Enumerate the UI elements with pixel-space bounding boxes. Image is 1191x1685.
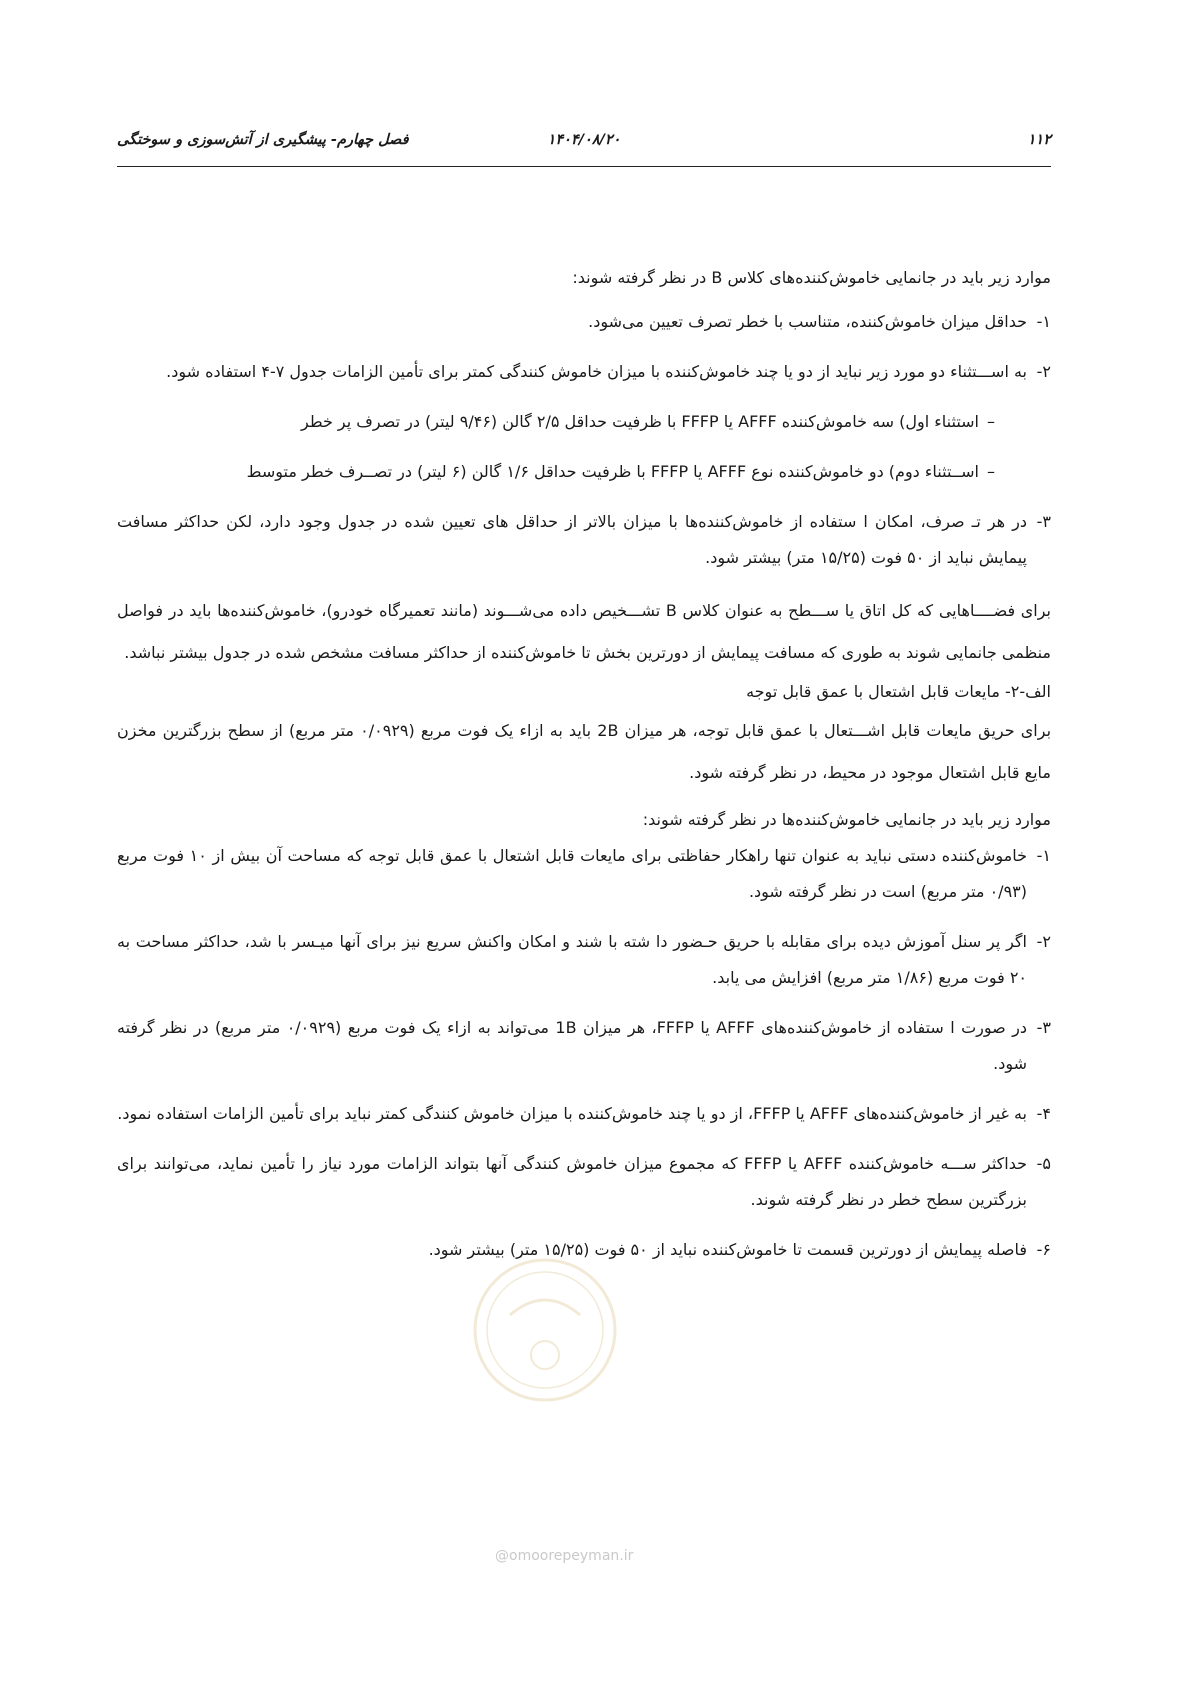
- list-text: خاموش‌کننده دستی نباید به عنوان تنها راهکار حفاظتی برای مایعات قابل اشتعال با عمق قابل توجه که مساحت آن بیش از ۱۰ فوت مربع (۰/۹۳ متر مربع) است در نظر گرفته شود.: [117, 846, 1027, 901]
- header-date: ۱۴۰۴/۰۸/۲۰: [547, 132, 621, 148]
- bullet-text: استثناء اول) سه خاموش‌کننده AFFF یا FFFP با ظرفیت حداقل ۲/۵ گالن (۹/۴۶ لیتر) در تصرف پر خطر: [300, 412, 979, 431]
- list-number: ۱-: [1036, 312, 1051, 331]
- list-number: ۶-: [1036, 1240, 1051, 1259]
- list-text: حداقل میزان خاموش‌کننده، متناسب با خطر تصرف تعیین می‌شود.: [588, 312, 1027, 331]
- list-item: [117, 1096, 1051, 1132]
- paragraph-spaces: برای فضــــاهایی که کل اتاق یا ســـطح به عنوان کلاس B تشـــخیص داده می‌شـــوند (مانند تعمیرگاه خودرو)، خاموش‌کننده‌ها باید در فواصل منظمی جانمایی شوند به طوری که مسافت پیمایش از دورترین بخش تا خاموش‌کننده از حداکثر مسافت مشخص شده در جدول بیشتر نباشد.: [117, 601, 1052, 662]
- list-text: به غیر از خاموش‌کننده‌های AFFF یا FFFP، از دو یا چند خاموش‌کننده با میزان خاموش کنندگی کمتر نباید برای تأمین الزامات استفاده نمود.: [117, 1104, 1027, 1123]
- list-text: به اســـتثناء دو مورد زیر نباید از دو یا چند خاموش‌کننده با میزان خاموش کنندگی کمتر برای تأمین الزامات جدول ۷-۴ استفاده شود.: [166, 362, 1027, 381]
- list-number: ۴-: [1036, 1104, 1051, 1123]
- list-item: [117, 1146, 1051, 1218]
- intro-class-b: موارد زیر باید در جانمایی خاموش‌کننده‌های کلاس B در نظر گرفته شوند:: [572, 268, 1051, 287]
- list-text: حداکثر ســـه خاموش‌کننده AFFF یا FFFP که مجموع میزان خاموش کنندگی آنها بتواند الزامات مورد نیاز را تأمین نماید، می‌توانند برای بزرگترین سطح خطر در نظر گرفته شوند.: [117, 1154, 1028, 1209]
- document-body: [117, 260, 1051, 1268]
- bullet-item: [117, 454, 1051, 490]
- intro-placement: موارد زیر باید در جانمایی خاموش‌کننده‌ها در نظر گرفته شوند:: [642, 810, 1051, 829]
- list-item: [117, 504, 1051, 576]
- list-text: در هر تـ صرف، امکان ا ستفاده از خاموش‌کننده‌ها با میزان بالاتر از حداقل های تعیین شده در جدول وجود دارد، لکن حداکثر مسافت پیمایش نباید از ۵۰ فوت (۱۵/۲۵ متر) بیشتر شود.: [117, 512, 1027, 567]
- paragraph-depth: برای حریق مایعات قابل اشـــتعال با عمق قابل توجه، هر میزان 2B باید به ازاء یک فوت مربع (۰/۰۹۲۹ متر مربع) از سطح بزرگترین مخزن مایع قابل اشتعال موجود در محیط، در نظر گرفته شود.: [117, 721, 1052, 782]
- list-item: [117, 924, 1051, 996]
- page-header: [117, 126, 1051, 167]
- page-number: ۱۱۲: [1027, 132, 1051, 148]
- bullet-dash: –: [987, 412, 995, 431]
- list-item: [117, 838, 1051, 910]
- bullet-dash: –: [987, 462, 995, 481]
- list-item: [117, 1010, 1051, 1082]
- list-text: اگر پر سنل آموزش دیده برای مقابله با حریق حـضور دا شته با شند و امکان واکنش سریع نیز برای آنها میـسر با شد، حداکثر مساحت به ۲۰ فوت مربع (۱/۸۶ متر مربع) افزایش می یابد.: [117, 932, 1027, 987]
- list-number: ۲-: [1036, 362, 1051, 381]
- list-number: ۱-: [1036, 846, 1051, 865]
- section-heading: الف-۲- مایعات قابل اشتعال با عمق قابل توجه: [746, 682, 1051, 701]
- bullet-text: اســتثناء دوم) دو خاموش‌کننده نوع AFFF یا FFFP با ظرفیت حداقل ۱/۶ گالن (۶ لیتر) در تصــرف خطر متوسط: [246, 462, 979, 481]
- list-number: ۳-: [1036, 1018, 1051, 1037]
- list-item: [117, 304, 1051, 340]
- bullet-item: [117, 404, 1051, 440]
- list-number: ۲-: [1036, 932, 1051, 951]
- list-number: ۳-: [1036, 512, 1051, 531]
- list-item: [117, 354, 1051, 390]
- list-text: در صورت ا ستفاده از خاموش‌کننده‌های AFFF یا FFFP، هر میزان 1B می‌تواند به ازاء یک فوت مربع (۰/۰۹۲۹ متر مربع) در نظر گرفته شود.: [117, 1018, 1028, 1073]
- list-text: فاصله پیمایش از دورترین قسمت تا خاموش‌کننده نباید از ۵۰ فوت (۱۵/۲۵ متر) بیشتر شود.: [428, 1240, 1027, 1259]
- watermark-seal-icon: [470, 1255, 620, 1405]
- list-number: ۵-: [1036, 1154, 1051, 1173]
- watermark-site: @omoorepeyman.ir: [495, 1548, 634, 1564]
- chapter-title: فصل چهارم- پیشگیری از آتش‌سوزی و سوختگی: [117, 132, 409, 148]
